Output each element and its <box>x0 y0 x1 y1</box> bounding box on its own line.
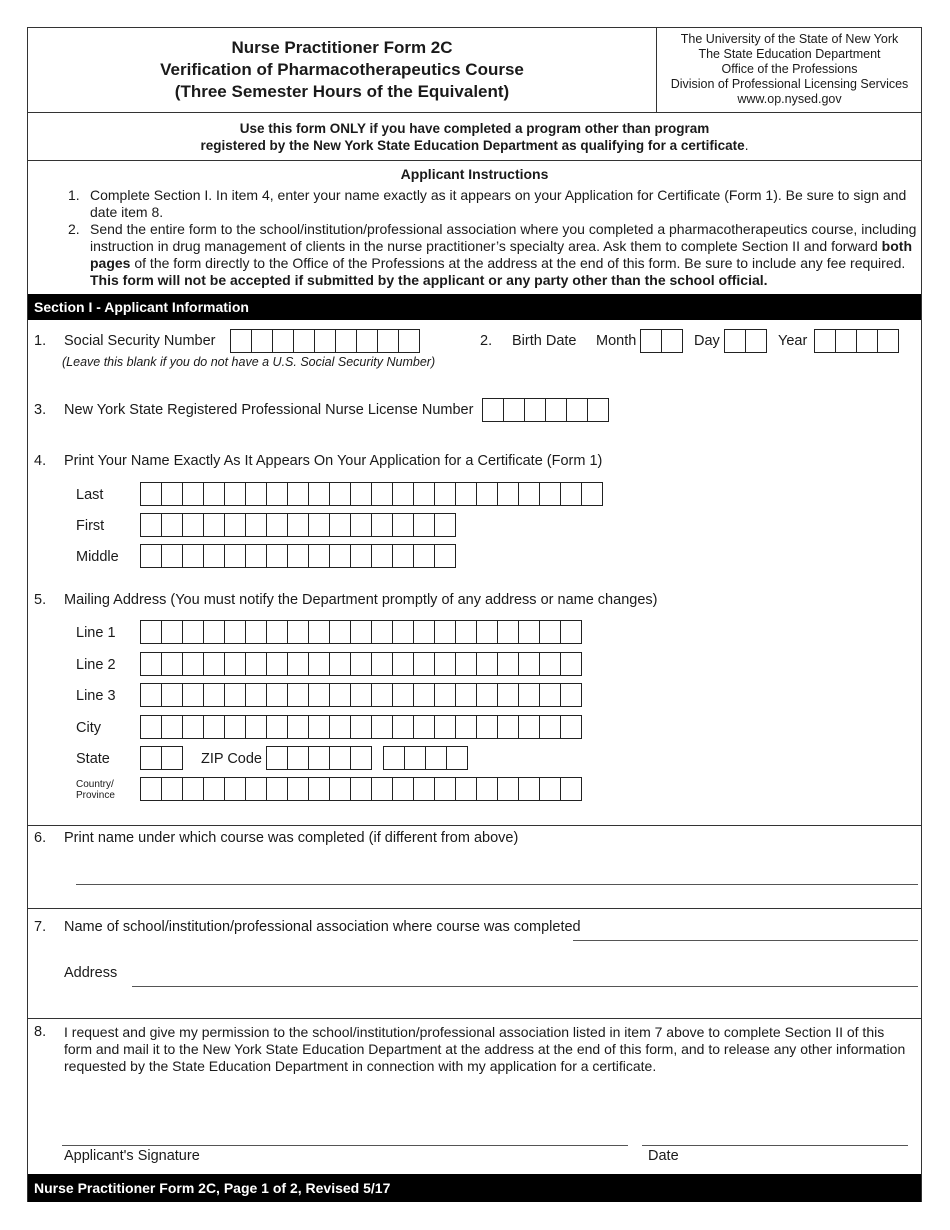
agency-line-2: The State Education Department <box>698 47 881 61</box>
usage-notice <box>28 120 921 154</box>
form-title <box>28 28 657 112</box>
divider <box>28 1018 921 1019</box>
state-input[interactable] <box>140 746 182 770</box>
notice-line-2-text: registered by the New York State Education Department as qualifying for a certificate <box>200 138 745 153</box>
city-input[interactable] <box>140 715 581 739</box>
birth-day-input[interactable] <box>724 329 766 353</box>
form-page <box>27 27 922 1202</box>
city-label: City <box>76 720 101 736</box>
address-line-1-label: Line 1 <box>76 625 116 641</box>
province-label: Province <box>76 790 115 801</box>
divider <box>28 112 921 113</box>
address-line-2-label: Line 2 <box>76 657 116 673</box>
form-title-line-2: Verification of Pharmacotherapeutics Course <box>160 60 524 79</box>
school-name-label: Name of school/institution/professional association where course was completed <box>64 919 581 935</box>
mailing-address-label: Mailing Address (You must notify the Department promptly of any address or name changes) <box>64 592 658 608</box>
country-province-label <box>76 779 115 801</box>
zip-code-label: ZIP Code <box>201 751 262 767</box>
agency-website: www.op.nysed.gov <box>737 92 842 106</box>
q6-number: 6. <box>34 830 47 846</box>
instruction-number-2: 2. <box>68 221 80 237</box>
notice-period: . <box>744 138 749 153</box>
ssn-input[interactable] <box>230 329 419 353</box>
q1-number: 1. <box>34 333 47 349</box>
state-label: State <box>76 751 110 767</box>
address-line-2-input[interactable] <box>140 652 581 676</box>
school-address-line[interactable] <box>132 986 918 987</box>
first-name-input[interactable] <box>140 513 455 537</box>
country-province-input[interactable] <box>140 777 581 801</box>
section-1-header: Section I - Applicant Information <box>28 294 921 320</box>
notice-line-2 <box>28 137 921 154</box>
instruction-2-emphasis: both pages <box>90 238 912 271</box>
course-name-line[interactable] <box>76 884 918 885</box>
year-label: Year <box>778 333 808 349</box>
form-title-line-3: (Three Semester Hours of the Equivalent) <box>174 82 510 101</box>
instruction-number-1: 1. <box>68 187 80 203</box>
birth-year-input[interactable] <box>814 329 898 353</box>
birth-date-label: Birth Date <box>512 333 577 349</box>
ssn-label: Social Security Number <box>64 333 216 349</box>
zip-code-input[interactable] <box>266 746 371 770</box>
instruction-item-2 <box>90 221 917 289</box>
q4-number: 4. <box>34 453 47 469</box>
q7-number: 7. <box>34 919 47 935</box>
q2-number: 2. <box>480 333 493 349</box>
month-label: Month <box>596 333 637 349</box>
form-title-line-1: Nurse Practitioner Form 2C <box>231 38 453 57</box>
page-footer: Nurse Practitioner Form 2C, Page 1 of 2, Revised 5/17 <box>28 1174 921 1202</box>
license-number-label: New York State Registered Professional Nurse License Number <box>64 402 474 418</box>
license-number-input[interactable] <box>482 398 608 422</box>
course-name-label: Print name under which course was completed (if different from above) <box>64 830 519 846</box>
agency-block <box>657 28 922 112</box>
name-label: Print Your Name Exactly As It Appears On Your Application for a Certificate (Form 1) <box>64 453 603 469</box>
agency-line-1: The University of the State of New York <box>680 32 899 46</box>
address-line-3-label: Line 3 <box>76 688 116 704</box>
school-name-line[interactable] <box>573 940 918 941</box>
signature-line[interactable] <box>62 1145 628 1146</box>
last-name-label: Last <box>76 487 104 503</box>
address-line-3-input[interactable] <box>140 683 581 707</box>
divider <box>28 908 921 909</box>
agency-line-4: Division of Professional Licensing Services <box>670 77 909 91</box>
instruction-2-text-a: Send the entire form to the school/institution/professional association where you completed a pharmacotherapeutics course, including instruction in drug management of clients in the nurse practitioner’s specialty area. Ask them to complete Section II and forward <box>90 221 917 254</box>
last-name-input[interactable] <box>140 482 602 506</box>
address-line-1-input[interactable] <box>140 620 581 644</box>
instruction-2-warning: This form will not be accepted if submitted by the applicant or any party other than the school official. <box>90 272 768 288</box>
zip-plus-four-input[interactable] <box>383 746 467 770</box>
first-name-label: First <box>76 518 105 534</box>
instruction-2-text-c: of the form directly to the Office of the Professions at the address at the end of this form. Be sure to include any fee required. <box>130 255 906 271</box>
birth-month-input[interactable] <box>640 329 682 353</box>
country-label: Country/ <box>76 779 114 790</box>
divider <box>28 825 921 826</box>
school-address-label: Address <box>64 965 118 981</box>
divider <box>28 160 921 161</box>
permission-statement: I request and give my permission to the school/institution/professional association listed in item 7 above to complete Section II of this form and mail it to the New York State Education Department at the address at the end of this form, and to release any other information requested by the State Education Department in connection with my application for a certificate. <box>64 1024 906 1074</box>
day-label: Day <box>694 333 720 349</box>
middle-name-input[interactable] <box>140 544 455 568</box>
instructions-title: Applicant Instructions <box>400 166 549 182</box>
signature-label: Applicant's Signature <box>64 1148 200 1164</box>
q5-number: 5. <box>34 592 47 608</box>
instruction-item-1: Complete Section I. In item 4, enter your name exactly as it appears on your Application for Certificate (Form 1). Be sure to sign and date item 8. <box>90 187 907 220</box>
date-label: Date <box>648 1148 679 1164</box>
ssn-note: (Leave this blank if you do not have a U.S. Social Security Number) <box>62 355 436 369</box>
middle-name-label: Middle <box>76 549 119 565</box>
q8-number: 8. <box>34 1024 47 1040</box>
date-line[interactable] <box>642 1145 908 1146</box>
notice-line-1: Use this form ONLY if you have completed a program other than program <box>239 121 710 136</box>
q3-number: 3. <box>34 402 47 418</box>
agency-line-3: Office of the Professions <box>721 62 858 76</box>
